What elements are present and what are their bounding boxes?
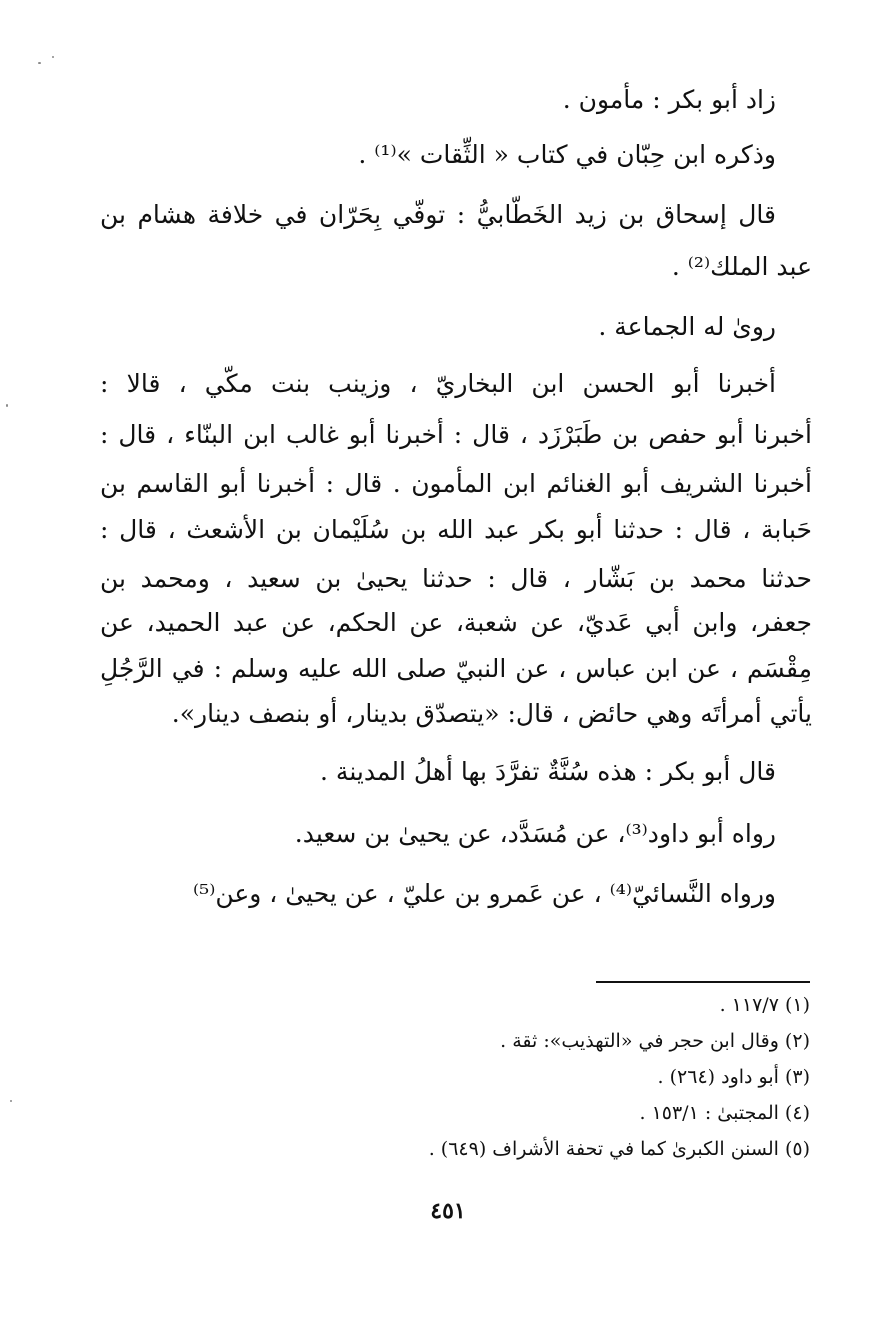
footnote-separator [596, 981, 810, 983]
text-line-14: قال أبو بكر : هذه سُنَّةٌ تفرَّدَ بها أهلُ المدينة . [320, 757, 776, 786]
text-line-9: حَبابة ، قال : حدثنا أبو بكر عبد الله بن سُلَيْمان بن الأشعث ، قال : [100, 515, 812, 544]
text-line-8: أخبرنا الشريف أبو الغنائم ابن المأمون . قال : أخبرنا أبو القاسم بن [100, 469, 812, 498]
text-line-2: وذكره ابن حِبّان في كتاب « الثِّقات »⁽¹⁾ . [358, 140, 776, 169]
footnote-1: (١) ١١٧/٧ . [719, 994, 810, 1016]
text-line-4: عبد الملك⁽²⁾ . [671, 252, 812, 281]
scan-speck [52, 56, 54, 58]
scan-speck [10, 1100, 12, 1102]
text-line-7: أخبرنا أبو حفص بن طَبَرْزَد ، قال : أخبرنا أبو غالب ابن البنّاء ، قال : [100, 420, 812, 449]
footnote-5: (٥) السنن الكبرىٰ كما في تحفة الأشراف (٦٤٩) . [428, 1138, 810, 1160]
footnote-2: (٢) وقال ابن حجر في «التهذيب»: ثقة . [500, 1030, 810, 1052]
scan-speck [6, 404, 8, 407]
page-number: ٤٥١ [430, 1198, 466, 1224]
text-line-16: ورواه النَّسائيّ⁽⁴⁾ ، عن عَمرو بن عليّ ، عن يحيىٰ ، وعن⁽⁵⁾ [193, 879, 776, 908]
footnote-3: (٣) أبو داود (٢٦٤) . [657, 1066, 810, 1088]
text-line-10: حدثنا محمد بن بَشّار ، قال : حدثنا يحيىٰ بن سعيد ، ومحمد بن [100, 564, 812, 593]
text-line-6: أخبرنا أبو الحسن ابن البخاريّ ، وزينب بنت مكّي ، قالا : [100, 369, 776, 398]
text-line-15: رواه أبو داود⁽³⁾، عن مُسَدَّد، عن يحيىٰ بن سعيد. [294, 819, 776, 848]
text-line-12: مِقْسَم ، عن ابن عباس ، عن النبيّ صلى الله عليه وسلم : في الرَّجُلِ [100, 654, 812, 683]
text-line-5: رویٰ له الجماعة . [598, 312, 776, 341]
text-line-1: زاد أبو بكر : مأمون . [562, 85, 776, 114]
text-line-3: قال إسحاق بن زيد الخَطّابيُّ : توفّي بِحَرّان في خلافة هشام بن [100, 200, 776, 229]
footnote-4: (٤) المجتبىٰ : ١٥٣/١ . [639, 1102, 810, 1124]
text-line-13: يأتي أمرأتَه وهي حائض ، قال: «يتصدّق بدينار، أو بنصف دينار». [171, 699, 812, 728]
text-line-11: جعفر، وابن أبي عَديّ، عن شعبة، عن الحكم، عن عبد الحميد، عن [100, 608, 812, 637]
scan-speck [38, 62, 41, 64]
